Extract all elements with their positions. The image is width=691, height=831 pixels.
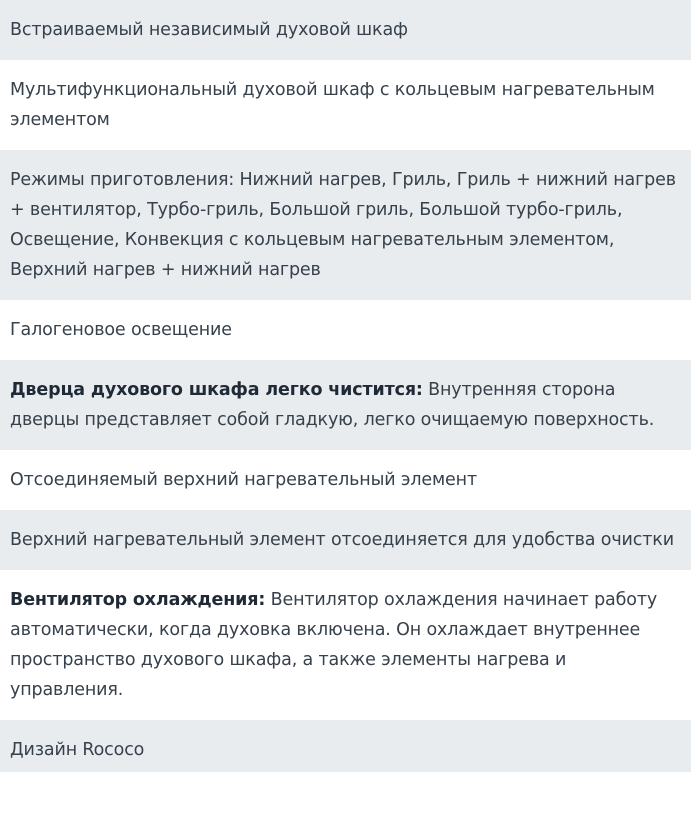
feature-row-element-detaches xyxy=(0,510,691,570)
feature-text: Дизайн Rococo xyxy=(10,740,145,760)
feature-text: Вентилятор охлаждения начинает работу автоматически, когда духовка включена. Он охлаждает внутреннее пространство духового шкафа, а также элементы нагрева и управления. xyxy=(10,590,658,700)
feature-row-halogen-light xyxy=(0,300,691,360)
feature-row-design xyxy=(0,720,691,772)
feature-row-easy-clean-door xyxy=(0,360,691,450)
feature-row-multifunction xyxy=(0,60,691,150)
feature-row-removable-element xyxy=(0,450,691,510)
feature-text: Встраиваемый независимый духовой шкаф xyxy=(10,20,408,40)
feature-lead: Вентилятор охлаждения: xyxy=(10,590,266,610)
feature-text: Верхний нагревательный элемент отсоединяется для удобства очистки xyxy=(10,530,674,550)
feature-row-cooking-modes xyxy=(0,150,691,300)
feature-text: Мультифункциональный духовой шкаф с кольцевым нагревательным элементом xyxy=(10,80,655,130)
feature-row-built-in xyxy=(0,0,691,60)
feature-text: Внутренняя сторона дверцы представляет собой гладкую, легко очищаемую поверхность. xyxy=(10,380,655,430)
feature-lead: Дверца духового шкафа легко чистится: xyxy=(10,380,423,400)
feature-text: Отсоединяемый верхний нагревательный элемент xyxy=(10,470,478,490)
feature-text: Галогеновое освещение xyxy=(10,320,232,340)
feature-text: Режимы приготовления: Нижний нагрев, Гриль, Гриль + нижний нагрев + вентилятор, Турбо-гриль, Большой гриль, Большой турбо-гриль, Освещение, Конвекция с кольцевым нагревательным элементом, Верхний нагрев + нижний нагрев xyxy=(10,170,676,280)
feature-row-cooling-fan xyxy=(0,570,691,720)
